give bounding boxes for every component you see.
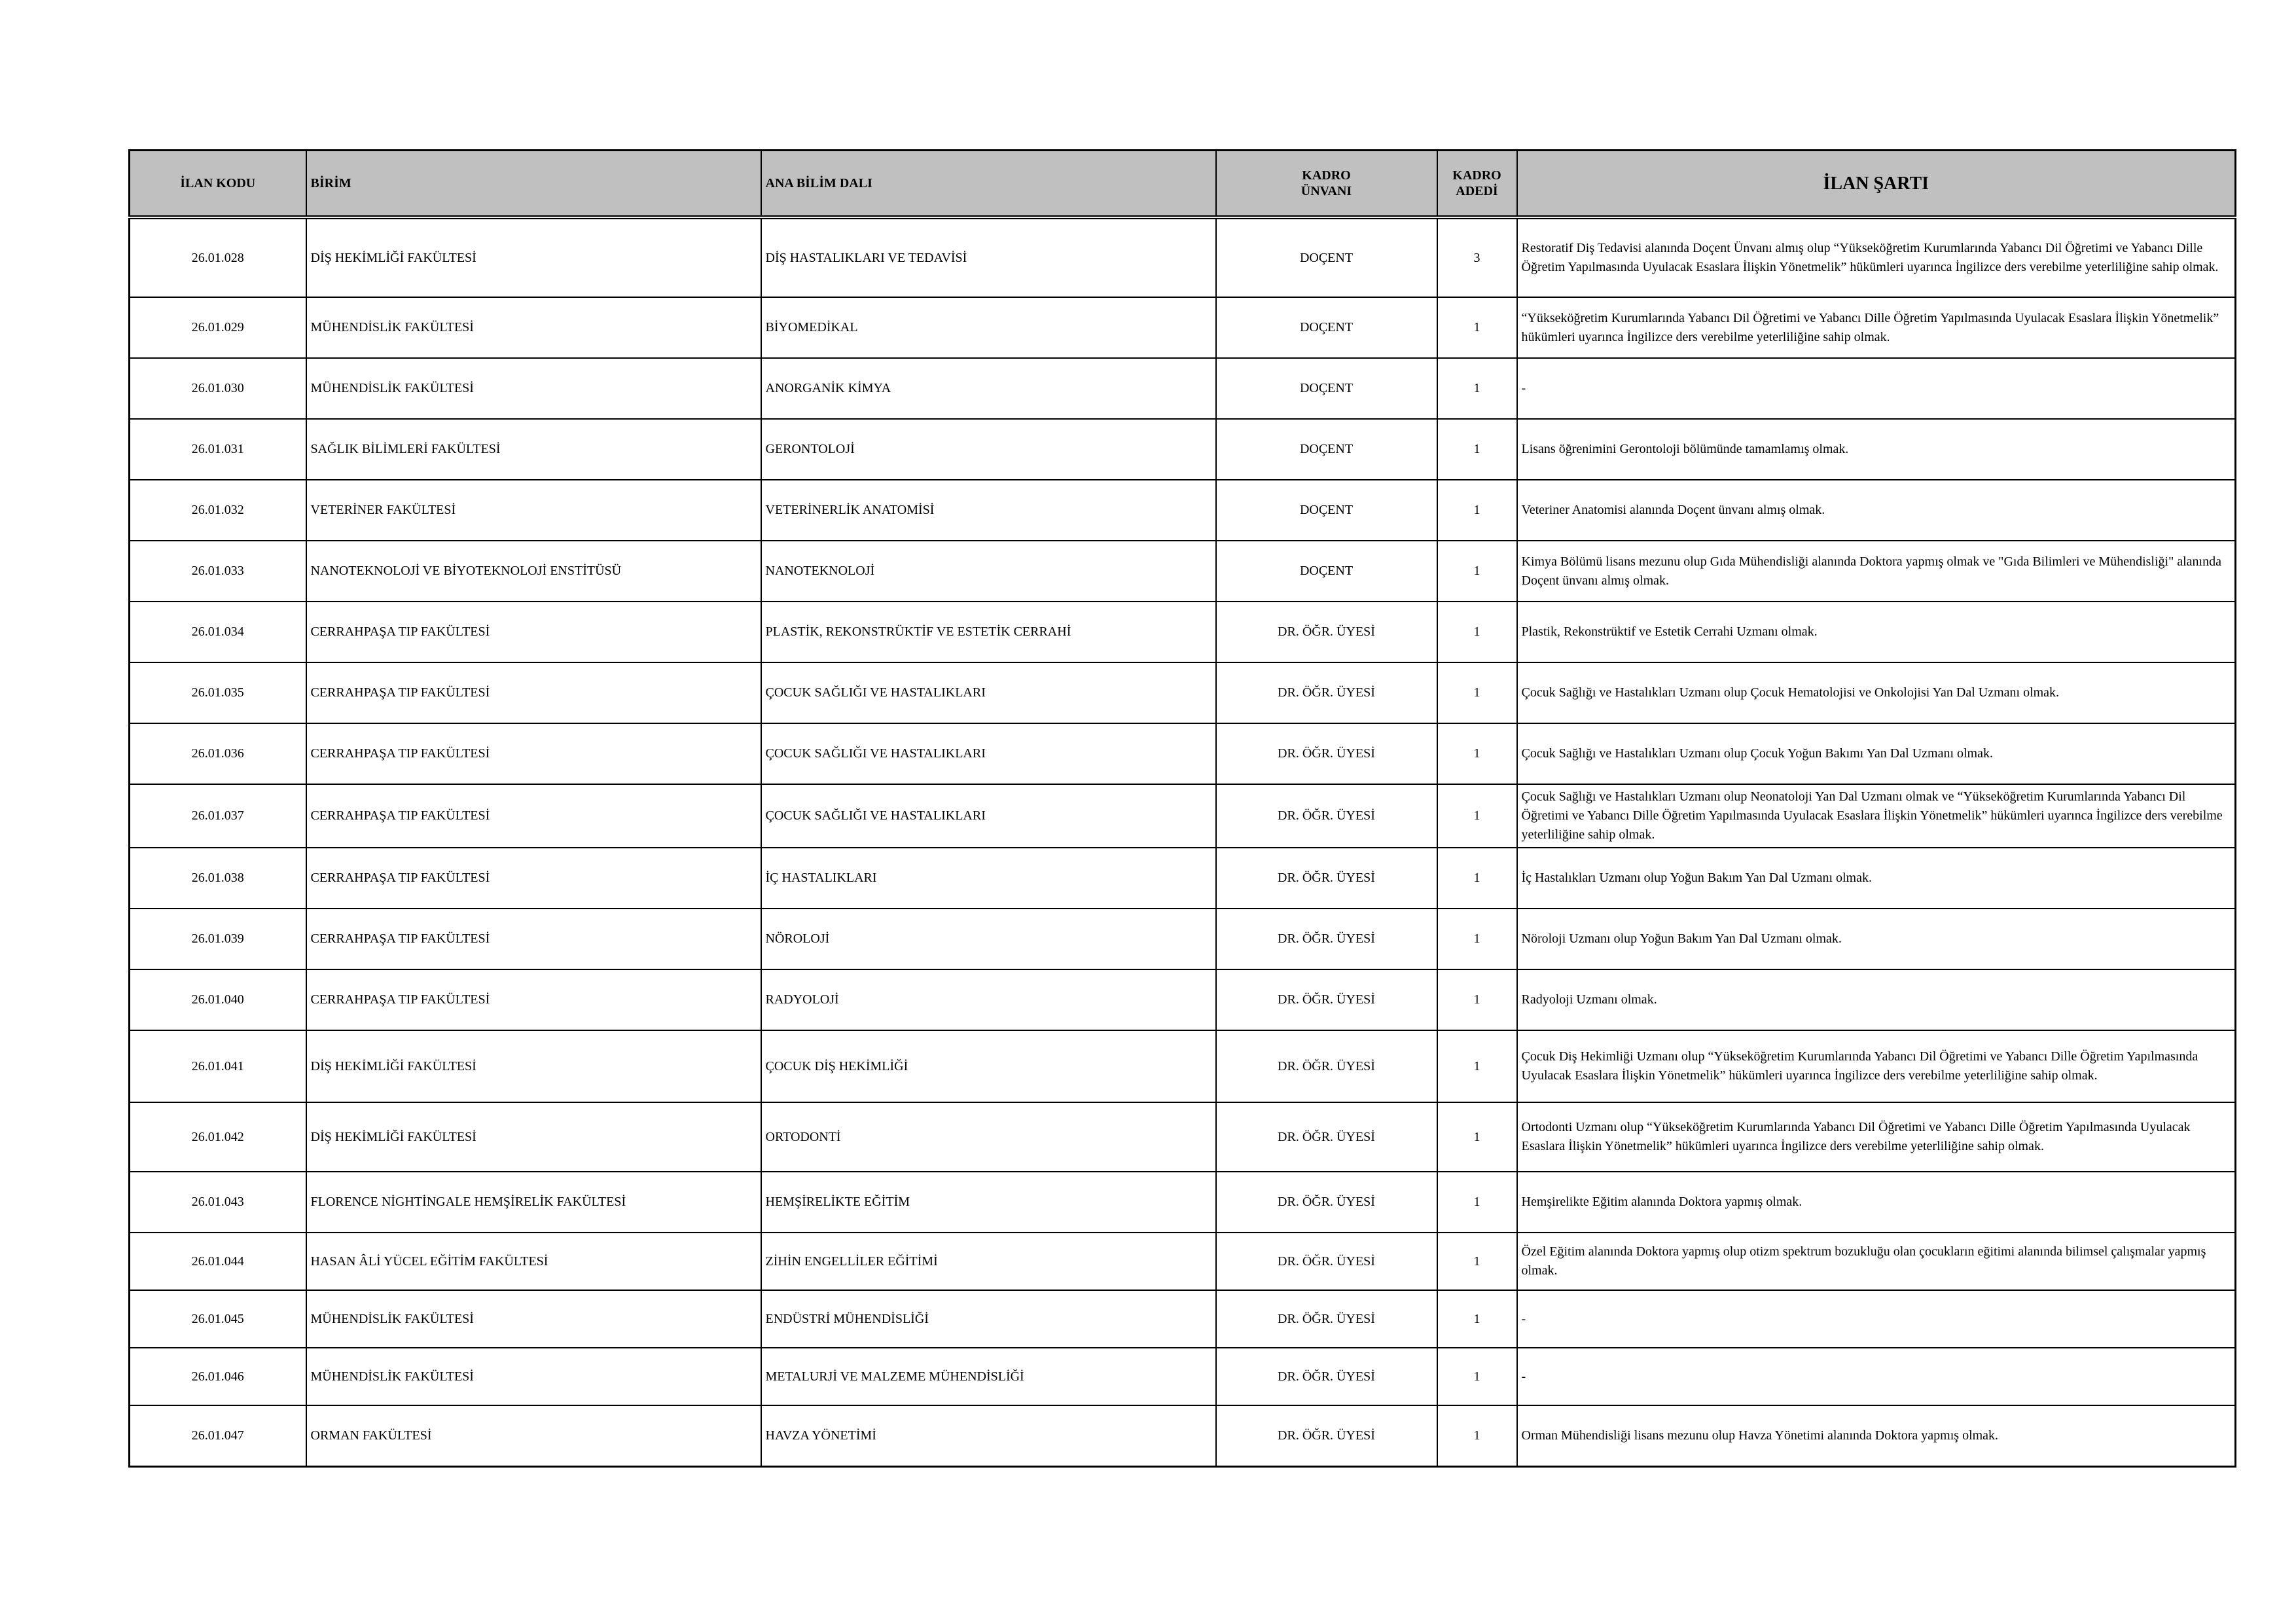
cell-kadro-adedi: 1: [1437, 909, 1517, 969]
cell-birim: MÜHENDİSLİK FAKÜLTESİ: [306, 358, 761, 419]
cell-kadro-adedi: 1: [1437, 1405, 1517, 1466]
header-kadro-adedi-line1: KADRO: [1452, 168, 1501, 183]
cell-ilan-sarti: -: [1517, 358, 2236, 419]
cell-kadro-adedi: 1: [1437, 358, 1517, 419]
cell-ilan-kodu: 26.01.040: [130, 969, 306, 1030]
table-row: [130, 217, 2236, 297]
table-row: [130, 1348, 2236, 1405]
cell-ana-bilim-dali: ÇOCUK SAĞLIĞI VE HASTALIKLARI: [761, 662, 1216, 723]
cell-ilan-sarti: -: [1517, 1290, 2236, 1348]
cell-kadro-adedi: 1: [1437, 1233, 1517, 1290]
cell-kadro-unvani: DR. ÖĞR. ÜYESİ: [1216, 1405, 1437, 1466]
cell-ilan-sarti: -: [1517, 1348, 2236, 1405]
header-row: [130, 151, 2236, 218]
cell-ilan-sarti: Özel Eğitim alanında Doktora yapmış olup otizm spektrum bozukluğu olan çocukların eğitimi alanında bilimsel çalışmalar yapmış olmak.: [1517, 1233, 2236, 1290]
table-row: [130, 602, 2236, 662]
table-row: [130, 784, 2236, 848]
table-row: [130, 1405, 2236, 1466]
table-row: [130, 358, 2236, 419]
cell-birim: CERRAHPAŞA TIP FAKÜLTESİ: [306, 784, 761, 848]
cell-kadro-adedi: 1: [1437, 541, 1517, 602]
cell-kadro-adedi: 1: [1437, 297, 1517, 358]
cell-ilan-kodu: 26.01.041: [130, 1030, 306, 1102]
cell-ana-bilim-dali: RADYOLOJİ: [761, 969, 1216, 1030]
table-row: [130, 909, 2236, 969]
cell-ilan-sarti: Veteriner Anatomisi alanında Doçent ünvanı almış olmak.: [1517, 480, 2236, 541]
cell-ana-bilim-dali: GERONTOLOJİ: [761, 419, 1216, 480]
cell-kadro-adedi: 1: [1437, 480, 1517, 541]
table-row: [130, 541, 2236, 602]
table-body: [130, 217, 2236, 1466]
cell-birim: MÜHENDİSLİK FAKÜLTESİ: [306, 1290, 761, 1348]
table-row: [130, 723, 2236, 784]
cell-kadro-unvani: DR. ÖĞR. ÜYESİ: [1216, 723, 1437, 784]
cell-kadro-unvani: DR. ÖĞR. ÜYESİ: [1216, 1233, 1437, 1290]
cell-kadro-adedi: 3: [1437, 217, 1517, 297]
cell-ana-bilim-dali: BİYOMEDİKAL: [761, 297, 1216, 358]
cell-kadro-adedi: 1: [1437, 1172, 1517, 1233]
cell-ilan-kodu: 26.01.047: [130, 1405, 306, 1466]
cell-kadro-unvani: DOÇENT: [1216, 217, 1437, 297]
cell-ana-bilim-dali: ANORGANİK KİMYA: [761, 358, 1216, 419]
cell-kadro-adedi: 1: [1437, 419, 1517, 480]
cell-ana-bilim-dali: HAVZA YÖNETİMİ: [761, 1405, 1216, 1466]
cell-ana-bilim-dali: NANOTEKNOLOJİ: [761, 541, 1216, 602]
cell-kadro-adedi: 1: [1437, 1348, 1517, 1405]
cell-kadro-adedi: 1: [1437, 723, 1517, 784]
positions-table: [128, 149, 2236, 1468]
cell-kadro-adedi: 1: [1437, 848, 1517, 909]
header-kadro-unvani-line1: KADRO: [1302, 168, 1351, 183]
cell-ilan-sarti: Çocuk Sağlığı ve Hastalıkları Uzmanı olup Çocuk Yoğun Bakımı Yan Dal Uzmanı olmak.: [1517, 723, 2236, 784]
header-kadro-adedi-line2: ADEDİ: [1456, 184, 1498, 198]
cell-ilan-kodu: 26.01.033: [130, 541, 306, 602]
cell-kadro-unvani: DR. ÖĞR. ÜYESİ: [1216, 1030, 1437, 1102]
cell-kadro-unvani: DR. ÖĞR. ÜYESİ: [1216, 909, 1437, 969]
cell-ilan-kodu: 26.01.044: [130, 1233, 306, 1290]
cell-birim: FLORENCE NİGHTİNGALE HEMŞİRELİK FAKÜLTESİ: [306, 1172, 761, 1233]
cell-kadro-adedi: 1: [1437, 1102, 1517, 1172]
cell-birim: SAĞLIK BİLİMLERİ FAKÜLTESİ: [306, 419, 761, 480]
cell-ana-bilim-dali: ORTODONTİ: [761, 1102, 1216, 1172]
cell-birim: MÜHENDİSLİK FAKÜLTESİ: [306, 1348, 761, 1405]
cell-ilan-kodu: 26.01.032: [130, 480, 306, 541]
cell-birim: NANOTEKNOLOJİ VE BİYOTEKNOLOJİ ENSTİTÜSÜ: [306, 541, 761, 602]
cell-kadro-unvani: DOÇENT: [1216, 480, 1437, 541]
cell-birim: CERRAHPAŞA TIP FAKÜLTESİ: [306, 662, 761, 723]
cell-ilan-kodu: 26.01.036: [130, 723, 306, 784]
cell-kadro-unvani: DR. ÖĞR. ÜYESİ: [1216, 662, 1437, 723]
cell-ilan-kodu: 26.01.035: [130, 662, 306, 723]
header-ilan-sarti: İLAN ŞARTI: [1517, 151, 2236, 218]
table-row: [130, 480, 2236, 541]
cell-birim: DİŞ HEKİMLİĞİ FAKÜLTESİ: [306, 217, 761, 297]
cell-ana-bilim-dali: İÇ HASTALIKLARI: [761, 848, 1216, 909]
table-row: [130, 662, 2236, 723]
cell-kadro-adedi: 1: [1437, 1290, 1517, 1348]
cell-ana-bilim-dali: VETERİNERLİK ANATOMİSİ: [761, 480, 1216, 541]
cell-ilan-kodu: 26.01.039: [130, 909, 306, 969]
cell-ilan-kodu: 26.01.043: [130, 1172, 306, 1233]
cell-kadro-unvani: DOÇENT: [1216, 297, 1437, 358]
cell-ilan-sarti: Hemşirelikte Eğitim alanında Doktora yapmış olmak.: [1517, 1172, 2236, 1233]
cell-kadro-adedi: 1: [1437, 602, 1517, 662]
header-kadro-adedi: [1437, 151, 1517, 218]
cell-ilan-kodu: 26.01.028: [130, 217, 306, 297]
cell-ana-bilim-dali: METALURJİ VE MALZEME MÜHENDİSLİĞİ: [761, 1348, 1216, 1405]
cell-ilan-sarti: Çocuk Diş Hekimliği Uzmanı olup “Yükseköğretim Kurumlarında Yabancı Dil Öğretimi ve Yabancı Dille Öğretim Yapılmasında Uyulacak Esaslara İlişkin Yönetmelik” hükümleri uyarınca İngilizce ders verebilme yeterliliğine sahip olmak.: [1517, 1030, 2236, 1102]
header-ilan-kodu: İLAN KODU: [130, 151, 306, 218]
cell-ana-bilim-dali: ÇOCUK SAĞLIĞI VE HASTALIKLARI: [761, 784, 1216, 848]
header-kadro-unvani-line2: ÜNVANI: [1300, 184, 1352, 198]
cell-ana-bilim-dali: ÇOCUK SAĞLIĞI VE HASTALIKLARI: [761, 723, 1216, 784]
cell-ilan-sarti: Çocuk Sağlığı ve Hastalıkları Uzmanı olup Neonatoloji Yan Dal Uzmanı olmak ve “Yükseköğretim Kurumlarında Yabancı Dil Öğretimi ve Yabancı Dille Öğretim Yapılmasında Uyulacak Esaslara İlişkin Yönetmelik” hükümleri uyarınca İngilizce ders verebilme yeterliliğine sahip olmak.: [1517, 784, 2236, 848]
header-ana-bilim-dali: ANA BİLİM DALI: [761, 151, 1216, 218]
cell-ana-bilim-dali: ÇOCUK DİŞ HEKİMLİĞİ: [761, 1030, 1216, 1102]
cell-birim: ORMAN FAKÜLTESİ: [306, 1405, 761, 1466]
table-row: [130, 969, 2236, 1030]
cell-ilan-sarti: Ortodonti Uzmanı olup “Yükseköğretim Kurumlarında Yabancı Dil Öğretimi ve Yabancı Dille Öğretim Yapılmasında Uyulacak Esaslara İlişkin Yönetmelik” hükümleri uyarınca İngilizce ders verebilme yeterliliğine sahip olmak.: [1517, 1102, 2236, 1172]
cell-kadro-unvani: DOÇENT: [1216, 358, 1437, 419]
cell-kadro-unvani: DR. ÖĞR. ÜYESİ: [1216, 784, 1437, 848]
cell-ilan-kodu: 26.01.034: [130, 602, 306, 662]
table-row: [130, 1102, 2236, 1172]
table-row: [130, 419, 2236, 480]
cell-ana-bilim-dali: DİŞ HASTALIKLARI VE TEDAVİSİ: [761, 217, 1216, 297]
cell-kadro-unvani: DR. ÖĞR. ÜYESİ: [1216, 969, 1437, 1030]
cell-kadro-unvani: DR. ÖĞR. ÜYESİ: [1216, 602, 1437, 662]
cell-birim: DİŞ HEKİMLİĞİ FAKÜLTESİ: [306, 1102, 761, 1172]
cell-kadro-unvani: DR. ÖĞR. ÜYESİ: [1216, 1102, 1437, 1172]
cell-birim: CERRAHPAŞA TIP FAKÜLTESİ: [306, 969, 761, 1030]
cell-ana-bilim-dali: ZİHİN ENGELLİLER EĞİTİMİ: [761, 1233, 1216, 1290]
table-row: [130, 297, 2236, 358]
cell-birim: VETERİNER FAKÜLTESİ: [306, 480, 761, 541]
cell-birim: CERRAHPAŞA TIP FAKÜLTESİ: [306, 723, 761, 784]
cell-birim: CERRAHPAŞA TIP FAKÜLTESİ: [306, 848, 761, 909]
cell-birim: CERRAHPAŞA TIP FAKÜLTESİ: [306, 909, 761, 969]
cell-ana-bilim-dali: PLASTİK, REKONSTRÜKTİF VE ESTETİK CERRAHİ: [761, 602, 1216, 662]
cell-ilan-sarti: Radyoloji Uzmanı olmak.: [1517, 969, 2236, 1030]
cell-ilan-kodu: 26.01.046: [130, 1348, 306, 1405]
cell-ana-bilim-dali: ENDÜSTRİ MÜHENDİSLİĞİ: [761, 1290, 1216, 1348]
cell-ilan-kodu: 26.01.030: [130, 358, 306, 419]
cell-kadro-adedi: 1: [1437, 662, 1517, 723]
header-birim: BİRİM: [306, 151, 761, 218]
cell-birim: MÜHENDİSLİK FAKÜLTESİ: [306, 297, 761, 358]
cell-ana-bilim-dali: NÖROLOJİ: [761, 909, 1216, 969]
cell-ilan-sarti: İç Hastalıkları Uzmanı olup Yoğun Bakım Yan Dal Uzmanı olmak.: [1517, 848, 2236, 909]
cell-kadro-unvani: DOÇENT: [1216, 541, 1437, 602]
cell-ana-bilim-dali: HEMŞİRELİKTE EĞİTİM: [761, 1172, 1216, 1233]
cell-ilan-kodu: 26.01.037: [130, 784, 306, 848]
cell-kadro-unvani: DR. ÖĞR. ÜYESİ: [1216, 1348, 1437, 1405]
cell-kadro-adedi: 1: [1437, 1030, 1517, 1102]
cell-birim: HASAN ÂLİ YÜCEL EĞİTİM FAKÜLTESİ: [306, 1233, 761, 1290]
cell-kadro-unvani: DR. ÖĞR. ÜYESİ: [1216, 1290, 1437, 1348]
cell-ilan-sarti: Nöroloji Uzmanı olup Yoğun Bakım Yan Dal Uzmanı olmak.: [1517, 909, 2236, 969]
header-kadro-unvani: [1216, 151, 1437, 218]
table-row: [130, 848, 2236, 909]
cell-birim: DİŞ HEKİMLİĞİ FAKÜLTESİ: [306, 1030, 761, 1102]
cell-ilan-kodu: 26.01.042: [130, 1102, 306, 1172]
cell-kadro-adedi: 1: [1437, 784, 1517, 848]
cell-ilan-kodu: 26.01.038: [130, 848, 306, 909]
table-row: [130, 1172, 2236, 1233]
cell-ilan-sarti: Restoratif Diş Tedavisi alanında Doçent Ünvanı almış olup “Yükseköğretim Kurumlarında Yabancı Dil Öğretimi ve Yabancı Dille Öğretim Yapılmasında Uyulacak Esaslara İlişkin Yönetmelik” hükümleri uyarınca İngilizce ders verebilme yeterliliğine sahip olmak.: [1517, 217, 2236, 297]
cell-ilan-sarti: Orman Mühendisliği lisans mezunu olup Havza Yönetimi alanında Doktora yapmış olmak.: [1517, 1405, 2236, 1466]
cell-ilan-sarti: Plastik, Rekonstrüktif ve Estetik Cerrahi Uzmanı olmak.: [1517, 602, 2236, 662]
cell-kadro-adedi: 1: [1437, 969, 1517, 1030]
cell-ilan-sarti: Kimya Bölümü lisans mezunu olup Gıda Mühendisliği alanında Doktora yapmış olmak ve "Gıda Bilimleri ve Mühendisliği" alanında Doçent ünvanı almış olmak.: [1517, 541, 2236, 602]
cell-ilan-sarti: Lisans öğrenimini Gerontoloji bölümünde tamamlamış olmak.: [1517, 419, 2236, 480]
cell-kadro-unvani: DOÇENT: [1216, 419, 1437, 480]
cell-ilan-sarti: “Yükseköğretim Kurumlarında Yabancı Dil Öğretimi ve Yabancı Dille Öğretim Yapılmasında Uyulacak Esaslara İlişkin Yönetmelik” hükümleri uyarınca İngilizce ders verebilme yeterliliğine sahip olmak.: [1517, 297, 2236, 358]
cell-kadro-unvani: DR. ÖĞR. ÜYESİ: [1216, 848, 1437, 909]
cell-ilan-kodu: 26.01.031: [130, 419, 306, 480]
cell-ilan-kodu: 26.01.029: [130, 297, 306, 358]
table-row: [130, 1233, 2236, 1290]
cell-ilan-kodu: 26.01.045: [130, 1290, 306, 1348]
cell-birim: CERRAHPAŞA TIP FAKÜLTESİ: [306, 602, 761, 662]
cell-kadro-unvani: DR. ÖĞR. ÜYESİ: [1216, 1172, 1437, 1233]
table-row: [130, 1030, 2236, 1102]
cell-ilan-sarti: Çocuk Sağlığı ve Hastalıkları Uzmanı olup Çocuk Hematolojisi ve Onkolojisi Yan Dal Uzmanı olmak.: [1517, 662, 2236, 723]
table-row: [130, 1290, 2236, 1348]
